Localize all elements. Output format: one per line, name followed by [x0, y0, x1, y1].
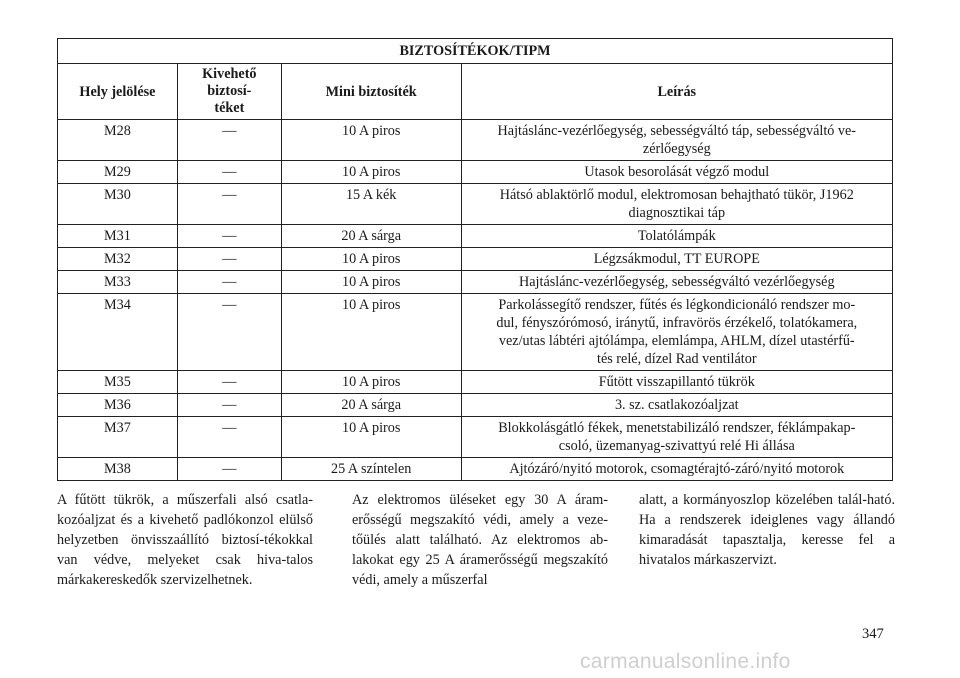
cell-location: M36 [58, 394, 178, 417]
cell-description: Utasok besorolását végző modul [461, 161, 892, 184]
cell-cartridge: — [177, 394, 281, 417]
col-header-description: Leírás [461, 64, 892, 120]
cell-cartridge: — [177, 161, 281, 184]
cell-description: Blokkolásgátló fékek, menetstabilizáló rendszer, féklámpakap- csoló, üzemanyag-szivattyú relé Hi állása [461, 417, 892, 458]
col-header-location: Hely jelölése [58, 64, 178, 120]
cell-location: M31 [58, 225, 178, 248]
table-title: BIZTOSÍTÉKOK/TIPM [58, 39, 893, 64]
table-row [58, 225, 893, 248]
cell-cartridge: — [177, 120, 281, 161]
cell-description: 3. sz. csatlakozóaljzat [461, 394, 892, 417]
cell-mini-fuse: 10 A piros [281, 120, 461, 161]
cell-cartridge: — [177, 271, 281, 294]
table-row [58, 417, 893, 458]
cell-cartridge: — [177, 458, 281, 481]
cell-location: M28 [58, 120, 178, 161]
body-text-column-2: Az elektromos üléseket egy 30 A áram-erősségű megszakító védi, amely a veze-tőülés alatt található. Az elektromos ab-lakokat egy 25 A áramerősségű megszakító védi, amely a műszerfal [352, 492, 608, 588]
table-row [58, 120, 893, 161]
cell-location: M35 [58, 371, 178, 394]
cell-description: Tolatólámpák [461, 225, 892, 248]
body-text-column-3: alatt, a kormányoszlop közelében talál-ható. Ha a rendszerek ideiglenes vagy állandó kimaradását tapasztalja, keresse fel a hivatalos márkaszervizt. [639, 492, 895, 568]
cell-mini-fuse: 15 A kék [281, 184, 461, 225]
table-row [58, 458, 893, 481]
cell-description: Hajtáslánc-vezérlőegység, sebességváltó táp, sebességváltó ve- zérlőegység [461, 120, 892, 161]
cell-mini-fuse: 10 A piros [281, 271, 461, 294]
body-text-column-1: A fűtött tükrök, a műszerfali alsó csatla-kozóaljzat és a kivehető padlókonzol elülső helyzetben önvisszaállító biztosí-tékokkal van védve, melyeket csak hiva-talos márkakereskedők szervizelhetnek. [57, 492, 313, 588]
cell-cartridge: — [177, 417, 281, 458]
cell-mini-fuse: 10 A piros [281, 161, 461, 184]
table-row [58, 248, 893, 271]
watermark: carmanualsonline.info [580, 650, 791, 673]
cell-mini-fuse: 10 A piros [281, 248, 461, 271]
cell-description: Hajtáslánc-vezérlőegység, sebességváltó vezérlőegység [461, 271, 892, 294]
cell-description: Ajtózáró/nyitó motorok, csomagtérajtó-záró/nyitó motorok [461, 458, 892, 481]
cell-location: M29 [58, 161, 178, 184]
cell-location: M32 [58, 248, 178, 271]
cell-cartridge: — [177, 248, 281, 271]
cell-description: Hátsó ablaktörlő modul, elektromosan behajtható tükör, J1962 diagnosztikai táp [461, 184, 892, 225]
cell-mini-fuse: 10 A piros [281, 294, 461, 371]
table-row [58, 271, 893, 294]
cell-location: M38 [58, 458, 178, 481]
table-row [58, 184, 893, 225]
cell-mini-fuse: 10 A piros [281, 371, 461, 394]
cell-location: M37 [58, 417, 178, 458]
table-row [58, 161, 893, 184]
cell-mini-fuse: 25 A színtelen [281, 458, 461, 481]
table-header-row [58, 64, 893, 120]
table-row [58, 394, 893, 417]
col-header-cartridge: Kivehető biztosí- téket [177, 64, 281, 120]
cell-mini-fuse: 20 A sárga [281, 225, 461, 248]
cell-description: Parkolássegítő rendszer, fűtés és légkondicionáló rendszer mo- dul, fényszórómosó, iránytű, infravörös érzékelő, tolatókamera, vez/utas lábtéri ajtólámpa, elemlámpa, AHLM, dízel utastérfű- tés relé, dízel Rad ventilátor [461, 294, 892, 371]
fuse-table-body [58, 120, 893, 481]
page-number: 347 [862, 626, 884, 642]
cell-mini-fuse: 20 A sárga [281, 394, 461, 417]
cell-location: M33 [58, 271, 178, 294]
cell-cartridge: — [177, 371, 281, 394]
cell-cartridge: — [177, 184, 281, 225]
cell-mini-fuse: 10 A piros [281, 417, 461, 458]
cell-description: Fűtött visszapillantó tükrök [461, 371, 892, 394]
table-row [58, 294, 893, 371]
cell-description: Légzsákmodul, TT EUROPE [461, 248, 892, 271]
table-row [58, 371, 893, 394]
cell-cartridge: — [177, 294, 281, 371]
col-header-mini-fuse: Mini biztosíték [281, 64, 461, 120]
cell-location: M30 [58, 184, 178, 225]
cell-location: M34 [58, 294, 178, 371]
fuse-table [57, 38, 893, 481]
cell-cartridge: — [177, 225, 281, 248]
